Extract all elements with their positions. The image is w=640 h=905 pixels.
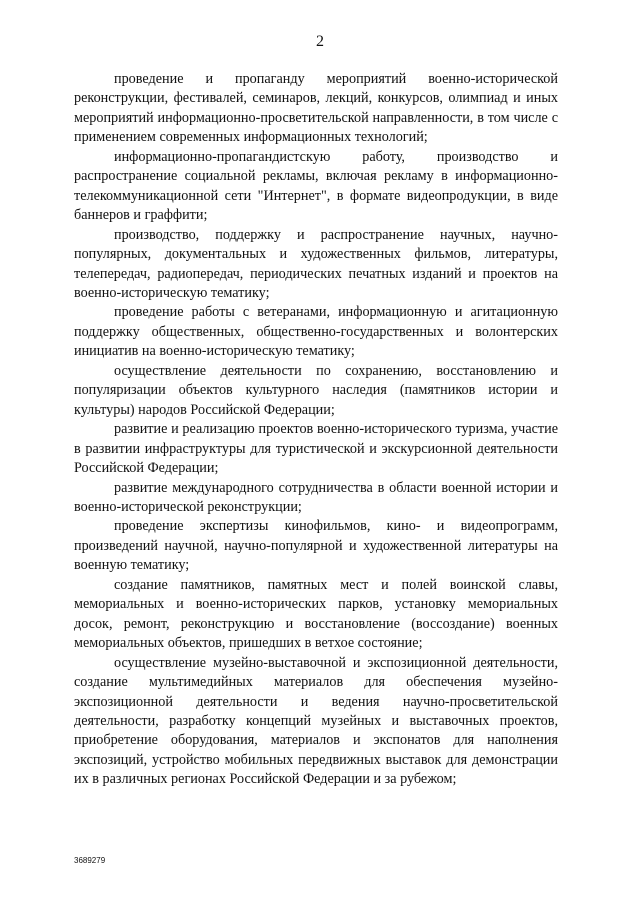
paragraph-6: развитие и реализацию проектов военно-исторического туризма, участие в развитии инфраструктуры для туристической и экскурсионной деятельности Российской Федерации;: [74, 421, 558, 477]
paragraph-8: проведение экспертизы кинофильмов, кино- и видеопрограмм, произведений научной, научно-популярной и художественной литературы на военную тематику;: [74, 518, 558, 574]
paragraph-10: осуществление музейно-выставочной и экспозиционной деятельности, создание мультимедийных материалов для обеспечения музейно-экспозиционной деятельности и ведения научно-просветительской деятельности, разработку концепций музейных и выставочных проектов, приобретение оборудования, материалов и экспонатов для наполнения экспозиций, устройство мобильных передвижных выставок для демонстрации их в различных регионах Российской Федерации и за рубежом;: [74, 654, 558, 788]
paragraph-7: развитие международного сотрудничества в области военной истории и военно-исторической реконструкции;: [74, 479, 558, 515]
paragraph-5: осуществление деятельности по сохранению, восстановлению и популяризации объектов культурного наследия (памятников истории и культуры) народов Российской Федерации;: [74, 362, 558, 418]
page-number: 2: [316, 33, 324, 50]
paragraph-9: создание памятников, памятных мест и полей воинской славы, мемориальных и военно-исторических парков, установку мемориальных досок, ремонт, реконструкцию и восстановление (воссоздание) военных мемориальных объектов, пришедших в ветхое состояние;: [74, 576, 558, 652]
paragraph-1: проведение и пропаганду мероприятий военно-исторической реконструкции, фестивалей, семинаров, лекций, конкурсов, олимпиад и иных мероприятий информационно-просветительской направленности, в том числе с применением современных информационных технологий;: [74, 71, 558, 146]
document-code: 3689279: [74, 856, 106, 865]
paragraph-2: информационно-пропагандистскую работу, производство и распространение социальной рекламы, включая рекламу в информационно-телекоммуникационной сети "Интернет", в формате видеопродукции, в виде баннеров и граффити;: [74, 148, 558, 224]
document-body: [74, 70, 558, 790]
paragraph-4: проведение работы с ветеранами, информационную и агитационную поддержку общественных, общественно-государственных и волонтерских инициатив на военно-историческую тематику;: [74, 304, 558, 360]
paragraph-3: производство, поддержку и распространение научных, научно-популярных, документальных и художественных фильмов, литературы, телепередач, радиопередач, периодических печатных изданий и проектов на военно-историческую тематику;: [74, 226, 558, 301]
